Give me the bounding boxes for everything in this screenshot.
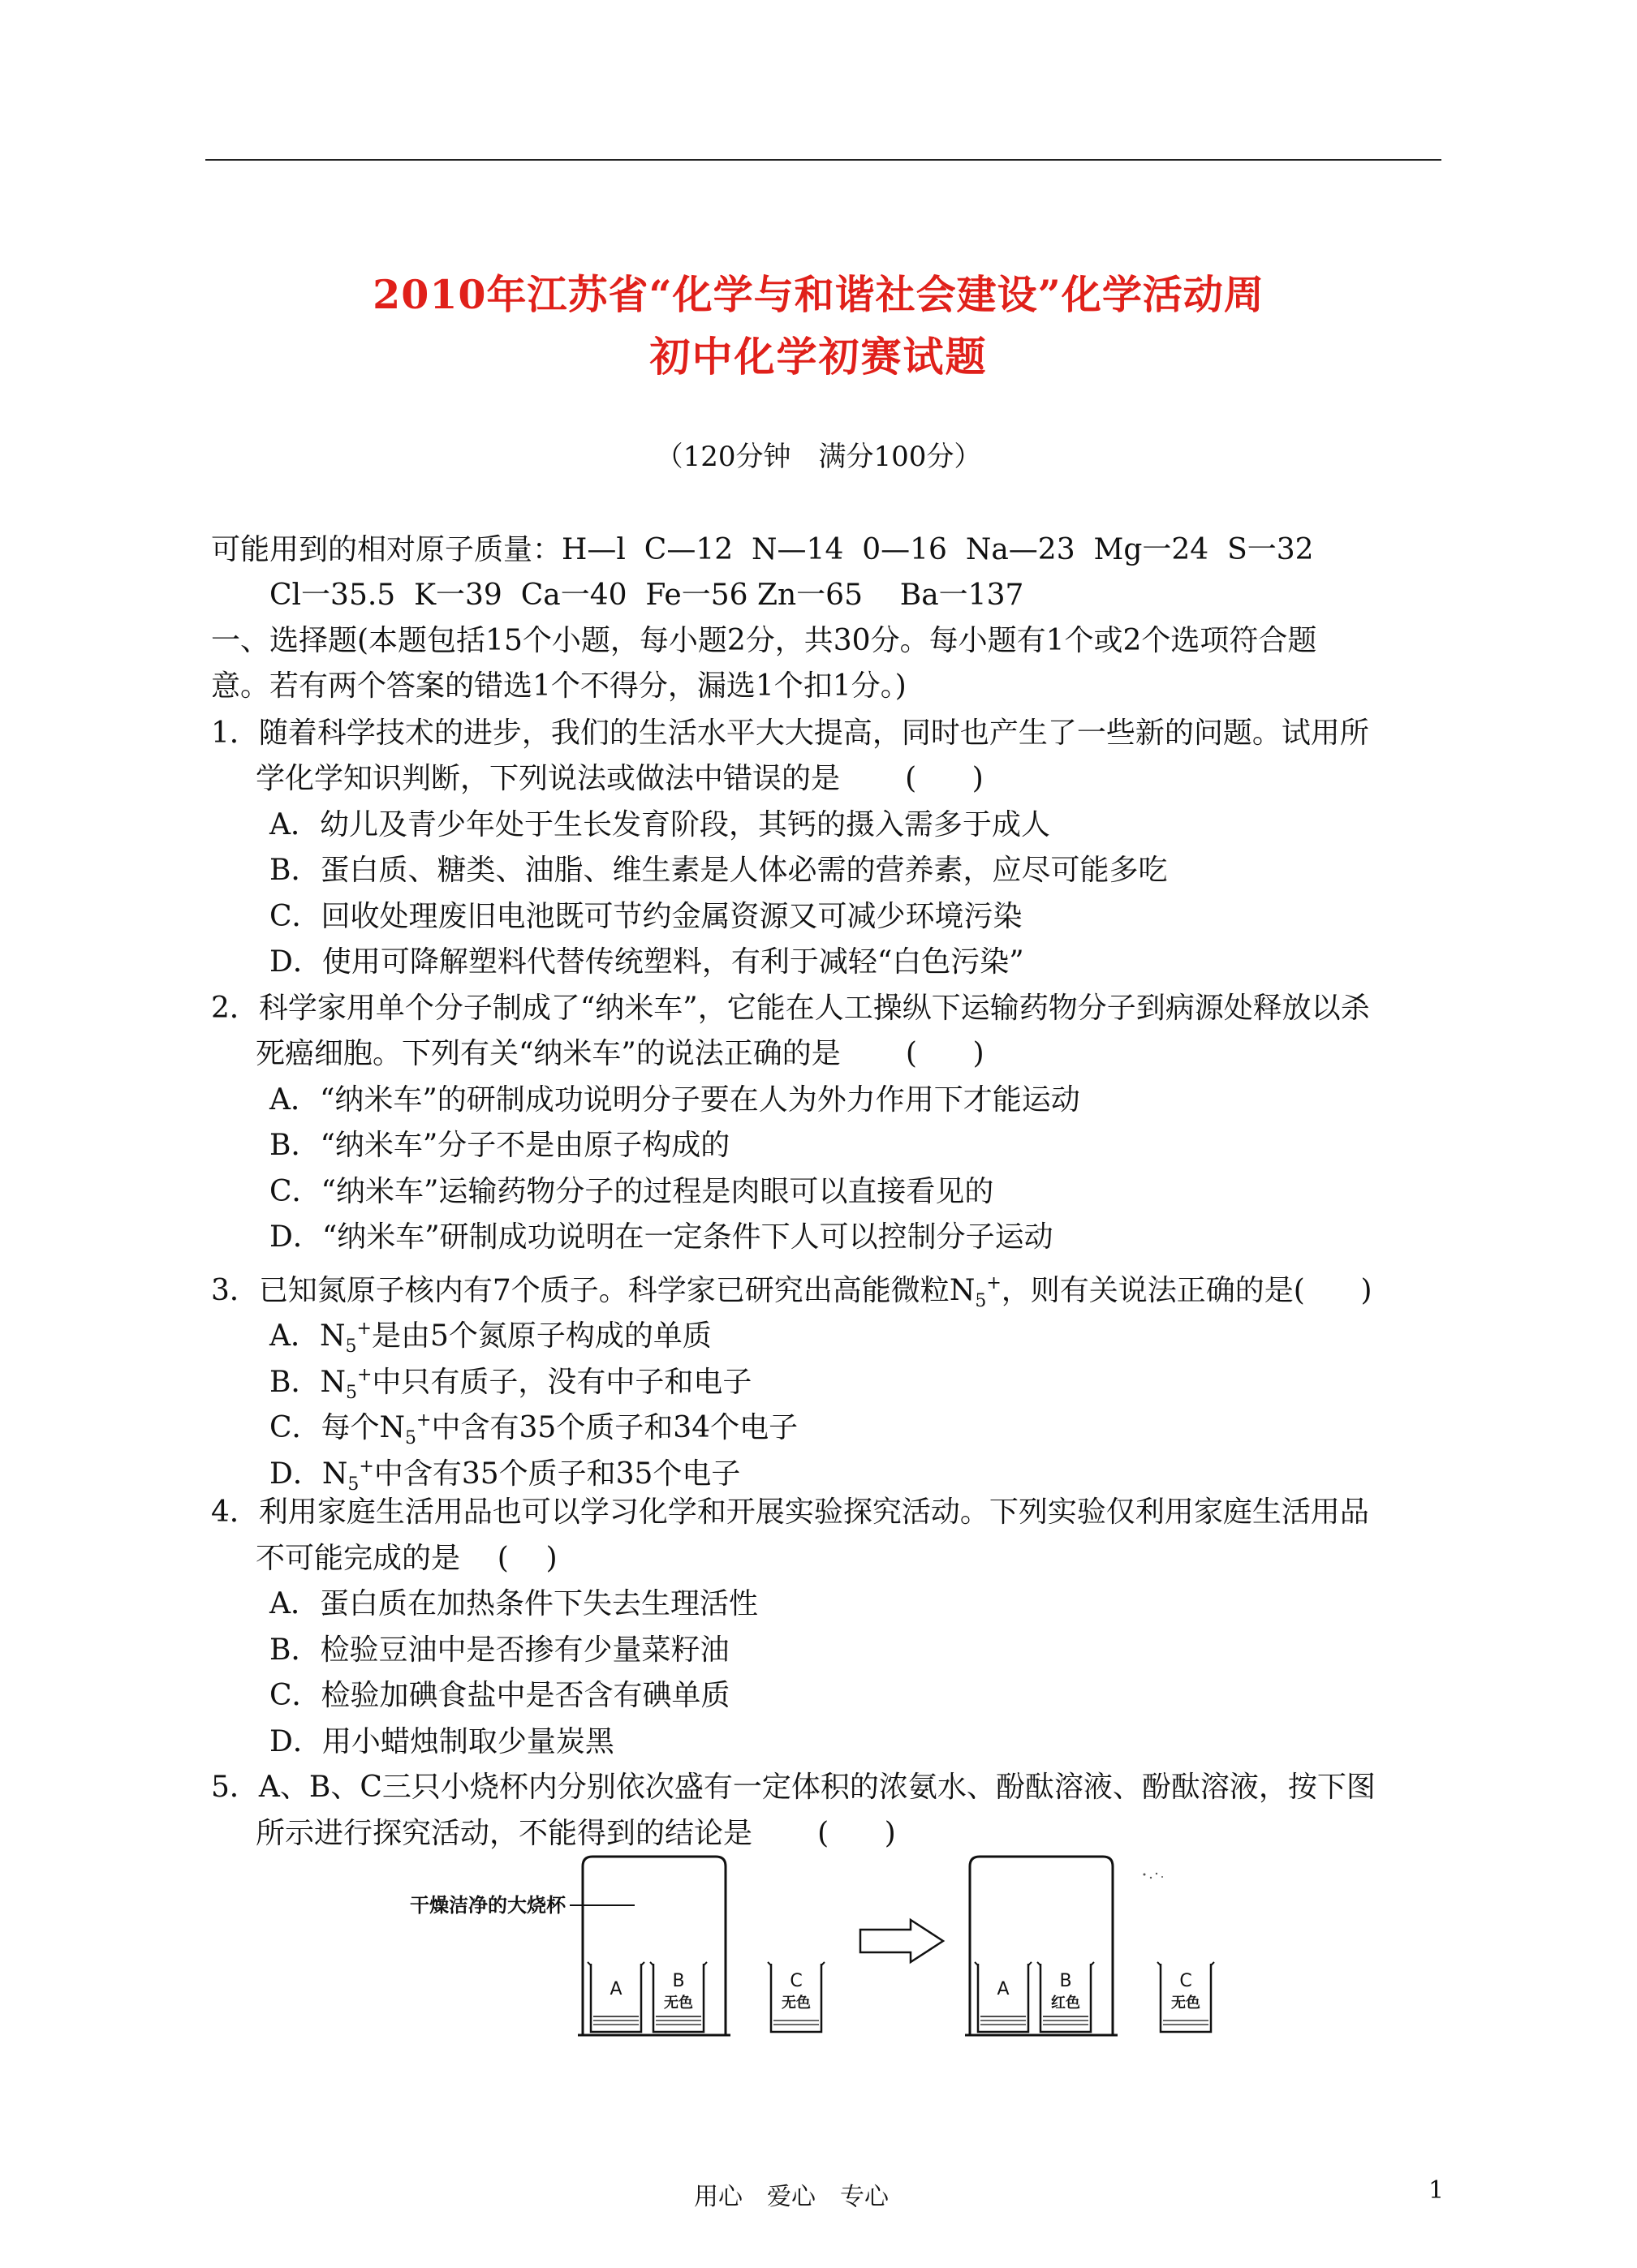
svg-text:B: B — [1059, 1971, 1072, 1991]
exam-title-line2: 初中化学初赛试题 — [649, 333, 988, 381]
q2-option-d: D．“纳米车”研制成功说明在一定条件下人可以控制分子运动 — [269, 1220, 1053, 1254]
exam-title-line1: 2010年江苏省“化学与和谐社会建设”化学活动周 — [373, 271, 1264, 318]
q3-option-b: B．$N_5^+$中只有质子，没有中子和电子 — [269, 1365, 752, 1403]
q4-stem-line2: 不可能完成的是 ( ) — [256, 1542, 558, 1575]
beaker-experiment-figure — [398, 1850, 1299, 2045]
svg-text:红色: 红色 — [1051, 1995, 1080, 2012]
beaker-c-right — [1157, 1962, 1214, 2032]
atomic-masses-line1: 可能用到的相对原子质量：H—l C—12 N—14 0—16 Na—23 Mg一24 S一32 — [211, 533, 1314, 566]
q1-stem-line2: 学化学知识判断，下列说法或做法中错误的是 ( ) — [256, 762, 984, 795]
q3-stem: 3．已知氮原子核内有7个质子。科学家已研究出高能微粒$N_5^+$，则有关说法正确的是( ) — [211, 1273, 1372, 1311]
beaker-b-right — [1037, 1962, 1094, 2032]
page-number: 1 — [1428, 2176, 1445, 2205]
big-beaker-label: 干燥洁净的大烧杯 — [410, 1894, 566, 1917]
svg-text:无色: 无色 — [664, 1995, 693, 2012]
q4-stem-line1: 4．利用家庭生活用品也可以学习化学和开展实验探究活动。下列实验仅利用家庭生活用品 — [211, 1496, 1369, 1529]
q1-option-a: A．幼儿及青少年处于生长发育阶段，其钙的摄入需多于成人 — [269, 808, 1050, 841]
svg-text:C: C — [1179, 1971, 1192, 1991]
q3-option-c: C．每个$N_5^+$中含有35个质子和34个电子 — [269, 1410, 799, 1448]
header-rule — [205, 159, 1441, 161]
beaker-a-right — [975, 1962, 1032, 2032]
q2-stem-line1: 2．科学家用单个分子制成了“纳米车”，它能在人工操纵下运输药物分子到病源处释放以杀 — [211, 992, 1370, 1025]
q4-option-c: C．检验加碘食盐中是否含有碘单质 — [269, 1679, 730, 1712]
q3-option-d: D．$N_5^+$中含有35个质子和35个电子 — [269, 1457, 741, 1495]
n5-formula: $N_5^+$ — [949, 1273, 1002, 1311]
q2-option-c: C．“纳米车”运输药物分子的过程是肉眼可以直接看见的 — [269, 1175, 994, 1208]
q5-stem-line2: 所示进行探究活动，不能得到的结论是 ( ) — [256, 1817, 896, 1850]
svg-text:A: A — [997, 1979, 1010, 1999]
section-heading-line1: 一、选择题(本题包括15个小题，每小题2分，共30分。每小题有1个或2个选项符合题 — [211, 624, 1317, 657]
arrow-right-icon — [860, 1920, 943, 1962]
svg-text:无色: 无色 — [1171, 1995, 1200, 2012]
q5-stem-line1: 5．A、B、C三只小烧杯内分别依次盛有一定体积的浓氨水、酚酞溶液、酚酞溶液，按下图 — [211, 1771, 1376, 1804]
q1-option-d: D．使用可降解塑料代替传统塑料，有利于减轻“白色污染” — [269, 945, 1024, 979]
q4-option-b: B．检验豆油中是否掺有少量菜籽油 — [269, 1633, 730, 1667]
svg-text:A: A — [610, 1979, 622, 1999]
footer-slogan: 用心 爱心 专心 — [694, 2183, 889, 2211]
section-heading-line2: 意。若有两个答案的错选1个不得分，漏选1个扣1分。) — [211, 669, 907, 703]
q3-option-a: A．$N_5^+$是由5个氮原子构成的单质 — [269, 1319, 712, 1357]
q1-stem-line1: 1．随着科学技术的进步，我们的生活水平大大提高，同时也产生了一些新的问题。试用所 — [211, 717, 1369, 750]
q1-option-c: C．回收处理废旧电池既可节约金属资源又可减少环境污染 — [269, 900, 1023, 933]
exam-duration: （120分钟 满分100分） — [655, 441, 982, 473]
atomic-masses-line2: Cl一35.5 K一39 Ca一40 Fe一56 Zn一65 Ba一137 — [269, 579, 1024, 612]
beaker-b-left — [650, 1962, 707, 2032]
q2-option-a: A．“纳米车”的研制成功说明分子要在人为外力作用下才能运动 — [269, 1083, 1080, 1117]
svg-text:无色: 无色 — [782, 1995, 811, 2012]
q4-option-a: A．蛋白质在加热条件下失去生理活性 — [269, 1587, 758, 1620]
svg-text:B: B — [672, 1971, 685, 1991]
q1-option-b: B．蛋白质、糖类、油脂、维生素是人体必需的营养素，应尽可能多吃 — [269, 854, 1168, 887]
q4-option-d: D．用小蜡烛制取少量炭黑 — [269, 1725, 614, 1758]
q2-stem-line2: 死癌细胞。下列有关“纳米车”的说法正确的是 ( ) — [256, 1037, 984, 1070]
beaker-c-left — [768, 1962, 825, 2032]
speck-marks — [1144, 1873, 1164, 1879]
svg-text:C: C — [790, 1971, 803, 1991]
beaker-a-left — [588, 1962, 644, 2032]
q2-option-b: B．“纳米车”分子不是由原子构成的 — [269, 1129, 730, 1162]
